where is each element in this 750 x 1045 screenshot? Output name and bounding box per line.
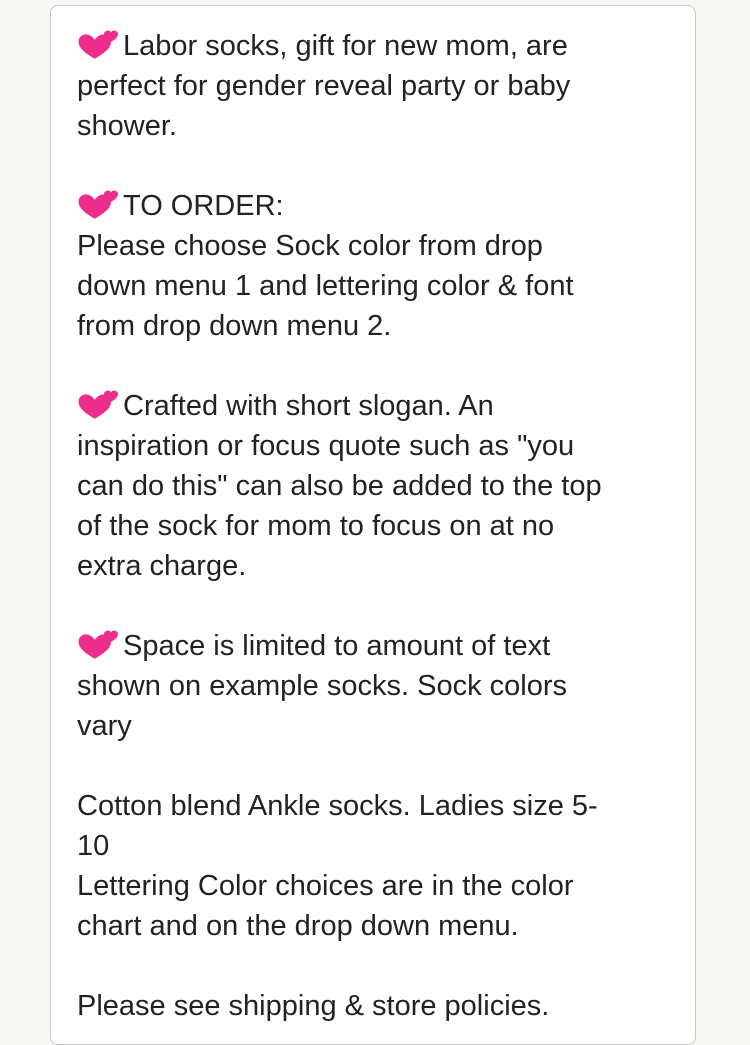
description-line: Cotton blend Ankle socks. Ladies size 5-	[77, 790, 598, 822]
description-line: Space is limited to amount of text	[77, 626, 677, 666]
description-line: shown on example socks. Sock colors	[77, 670, 567, 702]
description-line: from drop down menu 2.	[77, 310, 392, 342]
product-description	[77, 26, 677, 1026]
description-line: chart and on the drop down menu.	[77, 910, 519, 942]
description-line: inspiration or focus quote such as "you	[77, 430, 575, 462]
description-line: 10	[77, 830, 110, 862]
description-line: can do this" can also be added to the top	[77, 470, 602, 502]
description-line: Lettering Color choices are in the color	[77, 870, 574, 902]
description-line: TO ORDER:	[77, 186, 677, 226]
two-hearts-icon	[77, 188, 123, 224]
two-hearts-icon	[77, 28, 123, 64]
description-line: perfect for gender reveal party or baby	[77, 70, 571, 102]
description-line: Labor socks, gift for new mom, are	[77, 26, 677, 66]
two-hearts-icon	[77, 388, 123, 424]
description-line: down menu 1 and lettering color & font	[77, 270, 574, 302]
description-line: of the sock for mom to focus on at no	[77, 510, 555, 542]
description-line: Please see shipping & store policies.	[77, 990, 550, 1022]
description-line: vary	[77, 710, 132, 742]
description-line: extra charge.	[77, 550, 247, 582]
description-panel	[50, 5, 696, 1045]
description-line: Please choose Sock color from drop	[77, 230, 543, 262]
description-line: Crafted with short slogan. An	[77, 386, 677, 426]
description-line: shower.	[77, 110, 177, 142]
two-hearts-icon	[77, 628, 123, 664]
